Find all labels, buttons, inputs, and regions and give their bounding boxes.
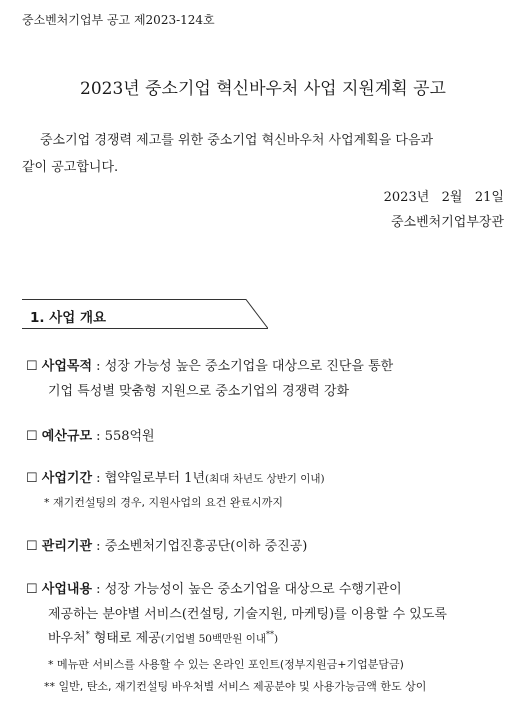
period-item bbox=[26, 467, 325, 486]
budget-text: 558억원 bbox=[104, 429, 155, 444]
purpose-label: 사업목적 bbox=[41, 359, 93, 374]
separator: : bbox=[96, 471, 105, 486]
checkbox-icon: ☐ bbox=[26, 429, 38, 444]
purpose-text-1: 성장 가능성 높은 중소기업을 대상으로 진단을 통한 bbox=[104, 359, 394, 374]
agency-text: 중소벤처기업진흥공단(이하 중진공) bbox=[104, 539, 308, 554]
checkbox-icon: ☐ bbox=[26, 359, 38, 374]
separator: : bbox=[96, 582, 105, 597]
period-note: * 재기컨설팅의 경우, 지원사업의 요건 완료시까지 bbox=[44, 496, 283, 509]
notice-number: 중소벤처기업부 공고 제2023-124호 bbox=[22, 13, 215, 27]
separator: : bbox=[96, 539, 105, 554]
content-text-1: 성장 가능성이 높은 중소기업을 대상으로 수행기관이 bbox=[104, 582, 402, 597]
checkbox-icon: ☐ bbox=[26, 471, 38, 486]
content-footnote-2: ** 일반, 탄소, 재기컨설팅 바우처별 서비스 제공분야 및 사용가능금액 한도 상이 bbox=[44, 680, 427, 693]
limit-paren-close: ) bbox=[274, 633, 279, 645]
issuing-organization: 중소벤처기업부장관 bbox=[390, 215, 504, 230]
intro-text-line-2: 같이 공고합니다. bbox=[22, 160, 119, 175]
content-item bbox=[26, 578, 402, 597]
content-footnote-1: * 메뉴판 서비스를 사용할 수 있는 온라인 포인트(정부지원금+기업분담금) bbox=[48, 658, 404, 671]
provide-text: 형태로 제공 bbox=[89, 631, 161, 646]
footnote-mark-1: * bbox=[85, 630, 90, 639]
document-title: 2023년 중소기업 혁신바우처 사업 지원계획 공고 bbox=[80, 79, 446, 99]
checkbox-icon: ☐ bbox=[26, 582, 38, 597]
checkbox-icon: ☐ bbox=[26, 539, 38, 554]
purpose-text-2: 기업 특성별 맞춤형 지원으로 중소기업의 경쟁력 강화 bbox=[48, 384, 350, 399]
separator: : bbox=[96, 359, 105, 374]
period-label: 사업기간 bbox=[41, 471, 93, 486]
budget-label: 예산규모 bbox=[41, 429, 93, 444]
separator: : bbox=[96, 429, 105, 444]
purpose-item bbox=[26, 355, 393, 374]
content-text-3 bbox=[48, 627, 278, 646]
footnote-mark-2: ** bbox=[266, 630, 275, 639]
content-text-2: 제공하는 분야별 서비스(컨설팅, 기술지원, 마케팅)를 이용할 수 있도록 bbox=[48, 607, 447, 622]
agency-label: 관리기관 bbox=[41, 539, 93, 554]
content-label: 사업내용 bbox=[41, 582, 93, 597]
section-heading-box bbox=[22, 299, 268, 329]
notice-date: 2023년 2월 21일 bbox=[383, 190, 504, 205]
agency-item bbox=[26, 535, 307, 554]
budget-item bbox=[26, 425, 155, 444]
period-text: 협약일로부터 1년 bbox=[104, 471, 205, 486]
period-paren: (최대 차년도 상반기 이내) bbox=[205, 473, 325, 485]
intro-text-line-1: 중소기업 경쟁력 제고를 위한 중소기업 혁신바우처 사업계획을 다음과 bbox=[40, 133, 434, 148]
limit-paren: (기업별 50백만원 이내 bbox=[160, 633, 267, 645]
section-title: 1. 사업 개요 bbox=[30, 310, 107, 326]
voucher-word: 바우처 bbox=[48, 631, 86, 646]
